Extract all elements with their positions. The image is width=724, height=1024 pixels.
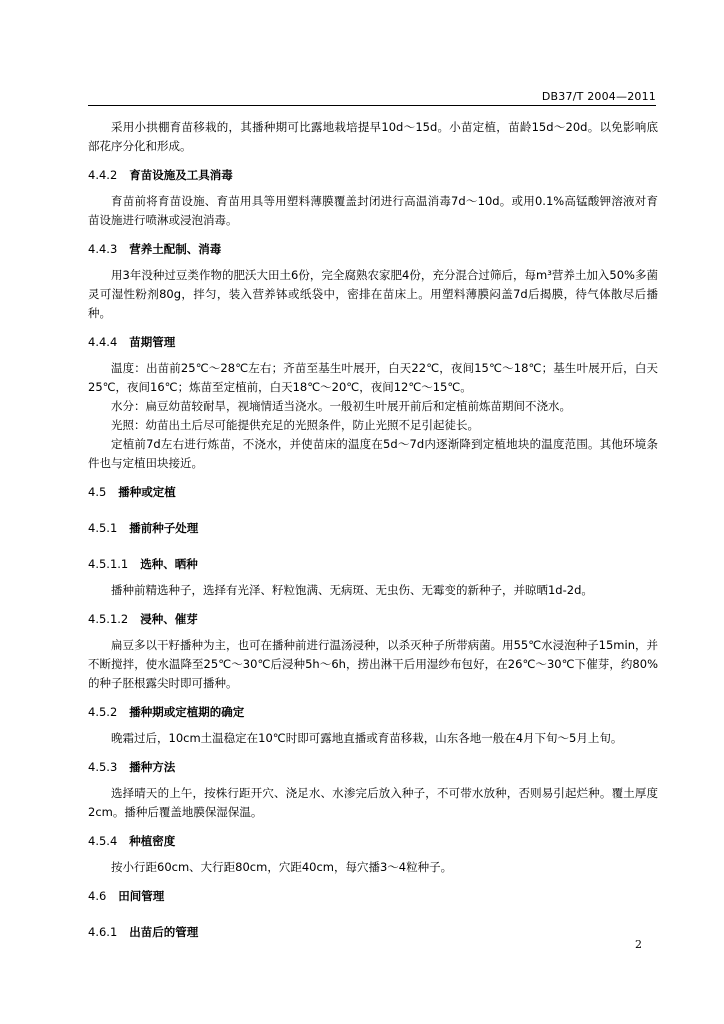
spacer (88, 352, 658, 359)
section-title: 苗期管理 (129, 335, 176, 349)
section-title: 田间管理 (118, 889, 165, 903)
section-number: 4.4.4 (88, 335, 118, 349)
section-number: 4.5 (88, 485, 107, 499)
standard-code: DB37/T 2004—2011 (541, 90, 656, 103)
paragraph: 光照：幼苗出土后尽可能提供充足的光照条件，防止光照不足引起徒长。 (111, 418, 479, 432)
section-title: 播种或定植 (118, 485, 176, 499)
spacer (88, 545, 658, 555)
spacer (88, 600, 658, 610)
section-heading (88, 519, 658, 538)
spacer (88, 906, 658, 913)
section-heading (88, 832, 658, 851)
section-number: 4.5.1.2 (88, 612, 129, 626)
section-heading (88, 610, 658, 629)
header-rule (88, 105, 656, 106)
section-number: 4.5.1 (88, 521, 118, 535)
spacer (88, 629, 658, 636)
section-number: 4.5.2 (88, 705, 118, 719)
section-heading (88, 333, 658, 352)
section-title: 浸种、催芽 (140, 612, 198, 626)
spacer (88, 259, 658, 266)
spacer (88, 473, 658, 483)
paragraph: 晚霜过后，10cm土温稳定在10℃时即可露地直播或育苗移栽，山东各地一般在4月下旬～5月上旬。 (111, 731, 623, 745)
spacer (88, 574, 658, 581)
section-heading (88, 703, 658, 722)
section-number: 4.5.1.1 (88, 557, 129, 571)
section-heading (88, 923, 658, 942)
section-title: 种植密度 (129, 834, 176, 848)
section-heading (88, 555, 658, 574)
section-title: 播种期或定植期的确定 (129, 705, 245, 719)
section-title: 播种方法 (129, 760, 176, 774)
section-heading (88, 887, 658, 906)
section-number: 4.6.1 (88, 925, 118, 939)
spacer (88, 777, 658, 784)
paragraph: 播种前精选种子，选择有光泽、籽粒饱满、无病斑、无虫伤、无霉变的新种子，并晾晒1d-2d。 (111, 583, 593, 597)
page-number: 2 (635, 938, 642, 951)
section-number: 4.5.3 (88, 760, 118, 774)
spacer (88, 230, 658, 240)
paragraph: 定植前7d左右进行炼苗，不浇水，并使苗床的温度在5d～7d内逐渐降到定植地块的温度范围。其他环境条件也与定植田块接近。 (88, 437, 658, 470)
document-body (88, 118, 658, 949)
section-title: 育苗设施及工具消毒 (129, 168, 233, 182)
spacer (88, 822, 658, 832)
paragraph: 水分：扁豆幼苗较耐旱，视墒情适当浇水。一般初生叶展开前后和定植前炼苗期间不浇水。 (111, 399, 571, 413)
section-title: 播前种子处理 (129, 521, 199, 535)
paragraph: 育苗前将育苗设施、育苗用具等用塑料薄膜覆盖封闭进行高温消毒7d～10d。或用0.1%高锰酸钾溶液对育苗设施进行喷淋或浸泡消毒。 (88, 194, 658, 227)
section-number: 4.5.4 (88, 834, 118, 848)
section-title: 出苗后的管理 (129, 925, 199, 939)
spacer (88, 185, 658, 192)
spacer (88, 502, 658, 509)
spacer (88, 913, 658, 923)
spacer (88, 722, 658, 729)
section-number: 4.4.3 (88, 242, 118, 256)
section-heading (88, 240, 658, 259)
section-heading (88, 483, 658, 502)
paragraph: 用3年没种过豆类作物的肥沃大田土6份，完全腐熟农家肥4份，充分混合过筛后，每m³营养土加入50%多菌灵可湿性粉剂80g，拌匀，装入营养钵或纸袋中，密排在苗床上。用塑料薄膜闷盖7d后揭膜，待气体散尽后播种。 (88, 268, 658, 320)
spacer (88, 693, 658, 703)
section-number: 4.4.2 (88, 168, 118, 182)
section-title: 营养土配制、消毒 (129, 242, 222, 256)
spacer (88, 748, 658, 758)
paragraph: 选择晴天的上午，按株行距开穴、浇足水、水渗完后放入种子，不可带水放种，否则易引起烂种。覆土厚度2cm。播种后覆盖地膜保湿保温。 (88, 786, 658, 819)
section-heading (88, 166, 658, 185)
section-heading (88, 758, 658, 777)
paragraph: 按小行距60cm、大行距80cm，穴距40cm，每穴播3～4粒种子。 (111, 860, 453, 874)
spacer (88, 323, 658, 333)
paragraph: 扁豆多以干籽播种为主，也可在播种前进行温汤浸种，以杀灭种子所带病菌。用55℃水浸泡种子15min，并不断搅拌，使水温降至25℃～30℃后浸种5h～6h，捞出淋干后用湿纱布包好，在26℃～30℃下催芽，约80%的种子胚根露尖时即可播种。 (88, 638, 658, 690)
spacer (88, 851, 658, 858)
section-number: 4.6 (88, 889, 107, 903)
spacer (88, 942, 658, 949)
paragraph: 采用小拱棚育苗移栽的，其播种期可比露地栽培提早10d～15d。小苗定植，苗龄15d～20d。以免影响底部花序分化和形成。 (88, 120, 658, 153)
section-title: 选种、晒种 (140, 557, 198, 571)
spacer (88, 156, 658, 166)
spacer (88, 538, 658, 545)
paragraph: 温度：出苗前25℃～28℃左右；齐苗至基生叶展开，白天22℃，夜间15℃～18℃；基生叶展开后，白天25℃，夜间16℃；炼苗至定植前，白天18℃～20℃，夜间12℃～15℃。 (88, 361, 658, 394)
spacer (88, 877, 658, 887)
spacer (88, 509, 658, 519)
